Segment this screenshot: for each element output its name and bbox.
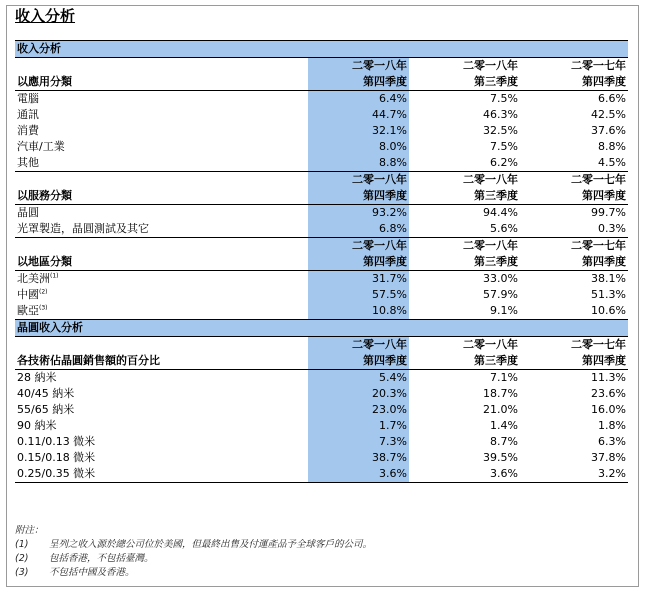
application-label: 消費 xyxy=(17,124,39,137)
value-cell: 44.7% xyxy=(308,107,409,123)
section-revenue-analysis: 收入分析 xyxy=(15,41,628,58)
period-year-2: 二零一七年 xyxy=(520,238,628,255)
section-wafer-revenue: 晶圓收入分析 xyxy=(15,320,628,337)
value-cell: 94.4% xyxy=(483,206,518,219)
value-cell: 57.5% xyxy=(308,287,409,303)
period-quarter-1: 第三季度 xyxy=(409,353,520,370)
value-cell: 8.8% xyxy=(598,140,626,153)
region-label: 北美洲$^{(1)}$ xyxy=(17,272,59,285)
period-year-0: 二零一八年 xyxy=(308,58,409,75)
value-cell: 11.3% xyxy=(591,371,626,384)
table-row xyxy=(15,107,628,123)
footnote-text: 呈列之收入源於總公司位於美國，但最終出售及付運產品予全球客戶的公司。 xyxy=(49,539,373,550)
service-label: 晶圓 xyxy=(17,206,39,219)
table-row xyxy=(15,221,628,238)
spacer xyxy=(15,238,308,255)
value-cell: 3.6% xyxy=(308,466,409,483)
value-cell: 8.7% xyxy=(490,435,518,448)
period-quarter-2: 第四季度 xyxy=(520,353,628,370)
value-cell: 18.7% xyxy=(483,387,518,400)
footnote-ref: (1) xyxy=(50,272,59,280)
value-cell: 23.0% xyxy=(308,402,409,418)
value-cell: 32.5% xyxy=(483,124,518,137)
period-year-1: 二零一八年 xyxy=(463,338,518,351)
value-cell: 37.8% xyxy=(591,451,626,464)
footnotes xyxy=(15,524,372,580)
value-cell: 0.3% xyxy=(598,222,626,235)
period-quarter-0: 第四季度 xyxy=(308,353,409,370)
table-row xyxy=(15,434,628,450)
value-cell: 1.7% xyxy=(308,418,409,434)
value-cell: 1.8% xyxy=(598,419,626,432)
table-row xyxy=(15,155,628,172)
value-cell: 20.3% xyxy=(308,386,409,402)
region-label: 歐亞$^{(3)}$ xyxy=(17,304,48,317)
value-cell: 23.6% xyxy=(591,387,626,400)
value-cell: 42.5% xyxy=(591,108,626,121)
page-title: 收入分析 xyxy=(15,7,76,25)
table-row xyxy=(15,271,628,288)
service-label: 光罩製造，晶圓測試及其它 xyxy=(17,222,149,235)
spacer xyxy=(15,58,308,75)
value-cell: 33.0% xyxy=(483,272,518,285)
footnote-key: (1) xyxy=(15,539,29,550)
footnote-ref: (3) xyxy=(39,304,48,312)
period-year-1: 二零一八年 xyxy=(409,238,520,255)
value-cell: 7.3% xyxy=(308,434,409,450)
value-cell: 31.7% xyxy=(308,271,409,288)
table-row xyxy=(15,91,628,108)
period-year-1: 二零一八年 xyxy=(463,59,518,72)
value-cell: 4.5% xyxy=(598,156,626,169)
technology-label: 28 納米 xyxy=(17,371,57,384)
period-quarter-1: 第三季度 xyxy=(409,74,520,91)
value-cell: 5.6% xyxy=(490,222,518,235)
value-cell: 16.0% xyxy=(591,403,626,416)
by-technology-period-line1 xyxy=(15,337,628,354)
value-cell: 5.4% xyxy=(308,370,409,387)
table-row xyxy=(15,303,628,320)
table-row xyxy=(15,466,628,483)
technology-label: 40/45 納米 xyxy=(17,387,75,400)
table-row xyxy=(15,123,628,139)
value-cell: 7.5% xyxy=(490,92,518,105)
application-label: 電腦 xyxy=(17,92,39,105)
period-year-2: 二零一七年 xyxy=(571,59,626,72)
table-row xyxy=(15,386,628,402)
value-cell: 1.4% xyxy=(490,419,518,432)
application-label: 其他 xyxy=(17,156,39,169)
value-cell: 21.0% xyxy=(483,403,518,416)
table-row xyxy=(15,287,628,303)
footnote-item xyxy=(15,566,372,580)
section-wafer-revenue-row xyxy=(15,320,628,337)
value-cell: 8.0% xyxy=(308,139,409,155)
application-label: 汽車/工業 xyxy=(17,140,65,153)
footnote-key: (3) xyxy=(15,567,29,578)
technology-label: 55/65 納米 xyxy=(17,403,75,416)
value-cell: 6.6% xyxy=(598,92,626,105)
period-year-2: 二零一七年 xyxy=(571,338,626,351)
period-year-0: 二零一八年 xyxy=(308,172,409,189)
by-region-period-line2 xyxy=(15,254,628,271)
value-cell: 57.9% xyxy=(483,288,518,301)
table-row xyxy=(15,402,628,418)
revenue-analysis-table xyxy=(15,40,628,483)
period-year-0: 二零一八年 xyxy=(308,337,409,354)
spacer xyxy=(15,172,308,189)
technology-label: 90 納米 xyxy=(17,419,57,432)
value-cell: 8.8% xyxy=(308,155,409,172)
by-region-header: 以地區分類 xyxy=(15,254,308,271)
value-cell: 9.1% xyxy=(490,304,518,317)
by-service-header: 以服務分類 xyxy=(15,188,308,205)
footnote-item xyxy=(15,552,372,566)
footnote-key: (2) xyxy=(15,553,29,564)
value-cell: 37.6% xyxy=(591,124,626,137)
technology-label: 0.11/0.13 微米 xyxy=(17,435,96,448)
by-region-period-line1 xyxy=(15,238,628,255)
table-row xyxy=(15,370,628,387)
value-cell: 6.3% xyxy=(598,435,626,448)
value-cell: 46.3% xyxy=(483,108,518,121)
period-quarter-2: 第四季度 xyxy=(520,74,628,91)
spacer xyxy=(15,337,308,354)
value-cell: 93.2% xyxy=(308,205,409,222)
period-quarter-0: 第四季度 xyxy=(308,188,409,205)
technology-label: 0.25/0.35 微米 xyxy=(15,466,308,483)
period-quarter-1: 第三季度 xyxy=(409,254,520,271)
footnote-text: 不包括中國及香港。 xyxy=(49,567,135,578)
footnote-ref: (2) xyxy=(39,288,48,296)
period-quarter-2: 第四季度 xyxy=(520,188,628,205)
by-application-period-line1 xyxy=(15,58,628,75)
value-cell: 51.3% xyxy=(591,288,626,301)
table-row xyxy=(15,205,628,222)
by-service-period-line2 xyxy=(15,188,628,205)
value-cell: 10.6% xyxy=(591,304,626,317)
value-cell: 3.6% xyxy=(409,466,520,483)
value-cell: 10.8% xyxy=(308,303,409,320)
table-row xyxy=(15,450,628,466)
period-quarter-1: 第三季度 xyxy=(409,188,520,205)
value-cell: 7.1% xyxy=(490,371,518,384)
value-cell: 32.1% xyxy=(308,123,409,139)
period-year-1: 二零一八年 xyxy=(409,172,520,189)
by-technology-period-line2 xyxy=(15,353,628,370)
period-year-2: 二零一七年 xyxy=(520,172,628,189)
value-cell: 38.1% xyxy=(591,272,626,285)
application-label: 通訊 xyxy=(17,108,39,121)
value-cell: 6.2% xyxy=(490,156,518,169)
technology-label: 0.15/0.18 微米 xyxy=(17,451,96,464)
value-cell: 99.7% xyxy=(591,206,626,219)
by-application-header: 以應用分類 xyxy=(15,74,308,91)
section-revenue-analysis-row xyxy=(15,41,628,58)
table-row xyxy=(15,139,628,155)
value-cell: 38.7% xyxy=(308,450,409,466)
value-cell: 3.2% xyxy=(520,466,628,483)
by-technology-header: 各技術佔晶圓銷售額的百分比 xyxy=(15,353,308,370)
footnote-text: 包括香港，不包括臺灣。 xyxy=(49,553,154,564)
period-quarter-0: 第四季度 xyxy=(308,74,409,91)
value-cell: 6.4% xyxy=(308,91,409,108)
region-label: 中國$^{(2)}$ xyxy=(17,288,48,301)
value-cell: 7.5% xyxy=(490,140,518,153)
by-application-period-line2 xyxy=(15,74,628,91)
value-cell: 6.8% xyxy=(308,221,409,238)
notes-heading: 附注： xyxy=(15,525,44,536)
period-quarter-2: 第四季度 xyxy=(520,254,628,271)
period-year-0: 二零一八年 xyxy=(308,238,409,255)
period-quarter-0: 第四季度 xyxy=(308,254,409,271)
by-service-period-line1 xyxy=(15,172,628,189)
footnote-item xyxy=(15,538,372,552)
table-row xyxy=(15,418,628,434)
value-cell: 39.5% xyxy=(483,451,518,464)
